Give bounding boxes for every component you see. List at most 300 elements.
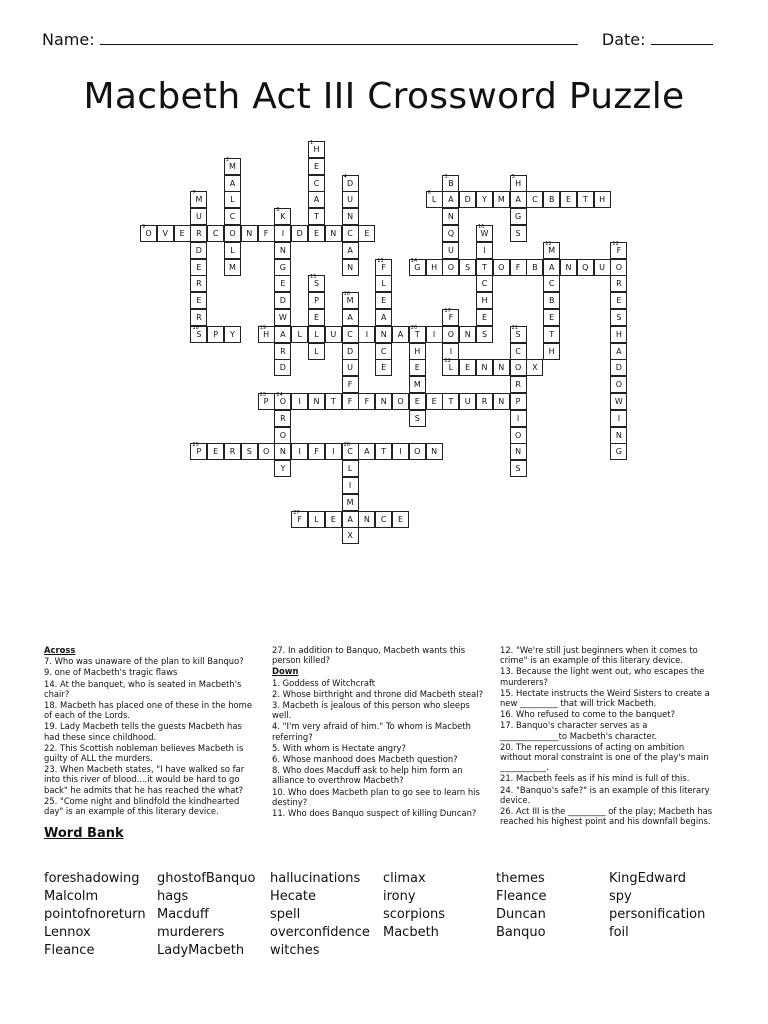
crossword-cell[interactable] <box>308 275 325 292</box>
cell-letter: M <box>346 497 354 507</box>
cell-letter: R <box>280 413 286 423</box>
crossword-cell[interactable] <box>308 343 325 360</box>
crossword-cell[interactable] <box>358 443 375 460</box>
crossword-cell[interactable] <box>610 376 627 393</box>
clue-number: 21 <box>511 324 518 331</box>
crossword-cell[interactable] <box>510 460 527 477</box>
crossword-cell[interactable] <box>426 191 443 208</box>
crossword-cell[interactable] <box>308 326 325 343</box>
crossword-cell[interactable] <box>207 225 224 242</box>
cell-letter: O <box>615 380 623 390</box>
crossword-cell[interactable] <box>510 443 527 460</box>
cell-letter: P <box>314 296 319 306</box>
crossword-cell[interactable] <box>342 376 359 393</box>
cell-letter: O <box>397 397 404 406</box>
cell-letter: C <box>380 346 387 356</box>
crossword-cell[interactable] <box>577 191 594 208</box>
crossword-cell[interactable] <box>224 208 241 225</box>
crossword-cell[interactable] <box>476 309 493 326</box>
crossword-cell[interactable] <box>375 343 392 360</box>
cell-letter: L <box>230 195 235 205</box>
crossword-cell[interactable] <box>392 393 409 410</box>
crossword-cell[interactable] <box>342 527 359 544</box>
crossword-cell[interactable] <box>510 208 527 225</box>
name-field[interactable] <box>100 30 578 45</box>
crossword-cell[interactable] <box>190 208 207 225</box>
clue-number: 15 <box>310 274 317 281</box>
crossword-cell[interactable] <box>342 225 359 242</box>
cell-letter: L <box>314 329 319 339</box>
clue-text: 21. Macbeth feels as if his mind is full of this. <box>500 773 690 784</box>
cell-letter: B <box>548 195 555 205</box>
cell-letter: H <box>263 329 270 339</box>
cell-letter: C <box>481 279 488 289</box>
crossword-cell[interactable] <box>594 259 611 276</box>
crossword-cell[interactable] <box>308 158 325 175</box>
crossword-cell[interactable] <box>476 275 493 292</box>
crossword-cell[interactable] <box>190 242 207 259</box>
crossword-cell[interactable] <box>358 225 375 242</box>
crossword-cell[interactable] <box>526 359 543 376</box>
word-bank-item: KingEdward <box>609 871 687 886</box>
crossword-cell[interactable] <box>308 393 325 410</box>
crossword-cell[interactable] <box>291 225 308 242</box>
cell-letter: U <box>347 363 354 373</box>
cell-letter: R <box>196 313 202 322</box>
crossword-cell[interactable] <box>543 259 560 276</box>
crossword-cell[interactable] <box>409 410 426 427</box>
crossword-cell[interactable] <box>510 427 527 444</box>
crossword-cell[interactable] <box>510 359 527 376</box>
clue-text: 26. Act III is the _________ of the play; Macbeth has reached his highest point and his downfall begins. <box>500 806 713 827</box>
crossword-cell[interactable] <box>610 343 627 360</box>
crossword-cell[interactable] <box>308 309 325 326</box>
crossword-cell[interactable] <box>224 443 241 460</box>
crossword-cell[interactable] <box>375 259 392 276</box>
crossword-cell[interactable] <box>442 242 459 259</box>
clue-text: 11. Who does Banquo suspect of killing Duncan? <box>272 808 477 819</box>
cell-letter: S <box>616 313 622 322</box>
crossword-cell[interactable] <box>459 191 476 208</box>
clue-number: 6 <box>427 190 431 197</box>
crossword-cell[interactable] <box>543 275 560 292</box>
cell-letter: E <box>280 279 286 289</box>
crossword-cell[interactable] <box>510 326 527 343</box>
crossword-cell[interactable] <box>325 443 342 460</box>
crossword-cell[interactable] <box>476 225 493 242</box>
clue-text: 22. This Scottish nobleman believes Macbeth is guilty of ALL the murders. <box>44 742 244 764</box>
cell-letter: T <box>314 212 319 222</box>
crossword-cell[interactable] <box>190 191 207 208</box>
cell-letter: A <box>347 514 353 524</box>
crossword-cell[interactable] <box>342 511 359 528</box>
crossword-cell[interactable] <box>610 427 627 444</box>
crossword-cell[interactable] <box>342 443 359 460</box>
crossword-cell[interactable] <box>342 326 359 343</box>
crossword-cell[interactable] <box>274 225 291 242</box>
crossword-cell[interactable] <box>342 309 359 326</box>
cell-letter: A <box>515 195 521 205</box>
crossword-cell[interactable] <box>291 393 308 410</box>
crossword-cell[interactable] <box>442 225 459 242</box>
crossword-cell[interactable] <box>510 259 527 276</box>
crossword-cell[interactable] <box>610 443 627 460</box>
clue-text: 18. Macbeth has placed one of these in the home of each of the Lords. <box>44 700 252 721</box>
cell-letter: U <box>599 262 606 272</box>
crossword-cell[interactable] <box>342 477 359 494</box>
crossword-cell[interactable] <box>426 326 443 343</box>
crossword-cell[interactable] <box>258 225 275 242</box>
cell-letter: T <box>330 397 336 406</box>
clue-text: 10. Who does Macbeth plan to go see to learn his destiny? <box>272 786 480 807</box>
crossword-cell[interactable] <box>543 242 560 259</box>
cell-letter: E <box>397 514 404 524</box>
crossword-cell[interactable] <box>274 427 291 444</box>
crossword-cell[interactable] <box>442 393 459 410</box>
crossword-cell[interactable] <box>426 443 443 460</box>
cell-letter: E <box>381 363 387 373</box>
cell-letter: O <box>279 430 287 440</box>
word-bank-item: Hecate <box>270 889 316 904</box>
crossword-cell[interactable] <box>375 326 392 343</box>
crossword-cell[interactable] <box>190 292 207 309</box>
crossword-cell[interactable] <box>342 175 359 192</box>
crossword-cell[interactable] <box>190 443 207 460</box>
crossword-cell[interactable] <box>291 511 308 528</box>
crossword-cell[interactable] <box>493 191 510 208</box>
clue-text: 14. At the banquet, who is seated in Macbeth's chair? <box>44 678 242 699</box>
crossword-cell[interactable] <box>493 259 510 276</box>
cell-letter: F <box>381 262 386 272</box>
cell-letter: W <box>480 229 489 238</box>
cell-letter: A <box>448 195 454 205</box>
crossword-cell[interactable] <box>274 460 291 477</box>
crossword-cell[interactable] <box>325 393 342 410</box>
cell-letter: E <box>196 262 202 272</box>
date-field[interactable] <box>651 30 713 45</box>
cell-letter: N <box>565 262 572 272</box>
cell-letter: N <box>279 447 286 457</box>
cell-letter: P <box>196 447 202 457</box>
crossword-cell[interactable] <box>610 326 627 343</box>
cell-letter: T <box>414 329 420 339</box>
clue-text: 25. "Come night and blindfold the kindhearted day" is an example of this literary device. <box>44 795 240 817</box>
crossword-cell[interactable] <box>224 175 241 192</box>
crossword-cell[interactable] <box>409 359 426 376</box>
crossword-cell[interactable] <box>459 359 476 376</box>
crossword-cell[interactable] <box>392 511 409 528</box>
crossword-cell[interactable] <box>325 511 342 528</box>
crossword-cell[interactable] <box>476 259 493 276</box>
crossword-cell[interactable] <box>610 393 627 410</box>
crossword-cell[interactable] <box>610 309 627 326</box>
crossword-cell[interactable] <box>476 359 493 376</box>
crossword-cell[interactable] <box>241 443 258 460</box>
clue-number: 13 <box>377 257 384 264</box>
crossword-cell[interactable] <box>375 309 392 326</box>
crossword-cell[interactable] <box>543 191 560 208</box>
cell-letter: D <box>347 346 354 356</box>
page-title: Macbeth Act III Crossword Puzzle <box>83 76 685 117</box>
crossword-cell[interactable] <box>476 393 493 410</box>
crossword-cell[interactable] <box>308 443 325 460</box>
crossword-cell[interactable] <box>375 359 392 376</box>
cell-letter: U <box>330 329 337 339</box>
crossword-cell[interactable] <box>510 376 527 393</box>
cell-letter: I <box>281 229 285 238</box>
clue-number: 16 <box>343 291 350 298</box>
crossword-cell[interactable] <box>493 393 510 410</box>
crossword-cell[interactable] <box>342 292 359 309</box>
crossword-cell[interactable] <box>274 443 291 460</box>
crossword-cell[interactable] <box>358 326 375 343</box>
crossword-cell[interactable] <box>476 326 493 343</box>
word-bank-item: Fleance <box>44 943 95 958</box>
crossword-cell[interactable] <box>560 191 577 208</box>
crossword-cell[interactable] <box>241 225 258 242</box>
crossword-cell[interactable] <box>325 225 342 242</box>
crossword-cell[interactable] <box>274 309 291 326</box>
crossword-cell[interactable] <box>493 359 510 376</box>
crossword-cell[interactable] <box>308 292 325 309</box>
crossword-cell[interactable] <box>342 242 359 259</box>
cell-letter: O <box>279 397 287 406</box>
crossword-cell[interactable] <box>274 326 291 343</box>
cell-letter: B <box>448 178 454 188</box>
crossword-cell[interactable] <box>543 292 560 309</box>
clue-number: 18 <box>192 324 199 331</box>
crossword-cell[interactable] <box>476 191 493 208</box>
cell-letter: S <box>196 329 202 339</box>
clue-number: 5 <box>511 173 515 180</box>
crossword-cell[interactable] <box>291 326 308 343</box>
cell-letter: F <box>347 397 353 406</box>
crossword-cell[interactable] <box>258 443 275 460</box>
crossword-cell[interactable] <box>274 359 291 376</box>
crossword-cell[interactable] <box>610 410 627 427</box>
cell-letter: A <box>313 195 320 205</box>
cell-letter: I <box>399 447 402 457</box>
crossword-cell[interactable] <box>342 460 359 477</box>
crossword-cell[interactable] <box>510 225 527 242</box>
crossword-cell[interactable] <box>442 326 459 343</box>
crossword-cell[interactable] <box>392 443 409 460</box>
crossword-cell[interactable] <box>459 259 476 276</box>
cell-letter: T <box>482 262 487 272</box>
cell-letter: N <box>498 363 505 373</box>
crossword-cell[interactable] <box>224 158 241 175</box>
crossword-cell[interactable] <box>610 359 627 376</box>
crossword-cell[interactable] <box>442 175 459 192</box>
crossword-cell[interactable] <box>409 376 426 393</box>
cell-letter: E <box>330 514 336 524</box>
crossword-cell[interactable] <box>375 511 392 528</box>
cell-letter: S <box>515 229 521 238</box>
crossword-cell[interactable] <box>342 191 359 208</box>
cell-letter: T <box>448 397 454 406</box>
crossword-cell[interactable] <box>342 494 359 511</box>
cell-letter: A <box>347 313 353 322</box>
crossword-cell[interactable] <box>274 208 291 225</box>
crossword-cell[interactable] <box>190 326 207 343</box>
crossword-cell[interactable] <box>274 275 291 292</box>
crossword-cell[interactable] <box>459 393 476 410</box>
crossword-cell[interactable] <box>274 393 291 410</box>
cell-letter: N <box>431 447 438 457</box>
cell-letter: L <box>297 329 302 339</box>
cell-letter: M <box>195 195 203 205</box>
crossword-cell[interactable] <box>258 326 275 343</box>
cell-letter: O <box>262 447 270 457</box>
crossword-cell[interactable] <box>375 393 392 410</box>
crossword-cell[interactable] <box>426 393 443 410</box>
cell-letter: K <box>280 212 286 222</box>
cell-letter: H <box>615 329 622 339</box>
clue-text: 5. With whom is Hectate angry? <box>272 742 406 753</box>
clue-text: 3. Macbeth is jealous of this person who sleeps well. <box>272 700 470 721</box>
crossword-cell[interactable] <box>510 343 527 360</box>
cell-letter: E <box>549 313 555 322</box>
crossword-cell[interactable] <box>442 309 459 326</box>
crossword-cell[interactable] <box>342 208 359 225</box>
crossword-cell[interactable] <box>442 259 459 276</box>
cell-letter: N <box>313 397 320 406</box>
crossword-cell[interactable] <box>274 259 291 276</box>
crossword-cell[interactable] <box>510 191 527 208</box>
cell-letter: E <box>565 195 572 205</box>
crossword-cell[interactable] <box>510 410 527 427</box>
crossword-cell[interactable] <box>392 326 409 343</box>
clue-text: 16. Who refused to come to the banquet? <box>500 709 676 720</box>
crossword-cell[interactable] <box>308 175 325 192</box>
cell-letter: B <box>532 262 538 272</box>
crossword-cell[interactable] <box>476 242 493 259</box>
crossword-cell[interactable] <box>426 259 443 276</box>
cell-letter: F <box>616 245 622 255</box>
crossword-cell[interactable] <box>308 208 325 225</box>
word-bank-item: ghostofBanquo <box>157 871 256 886</box>
crossword-cell[interactable] <box>291 443 308 460</box>
crossword-cell[interactable] <box>308 141 325 158</box>
crossword-cell[interactable] <box>224 225 241 242</box>
crossword-cell[interactable] <box>442 191 459 208</box>
crossword-cell[interactable] <box>375 275 392 292</box>
cell-letter: O <box>447 329 455 339</box>
crossword-cell[interactable] <box>224 259 241 276</box>
clues-column-3 <box>500 645 716 827</box>
crossword-cell[interactable] <box>224 242 241 259</box>
cell-letter: H <box>481 296 488 306</box>
crossword-cell[interactable] <box>594 191 611 208</box>
crossword-cell[interactable] <box>274 292 291 309</box>
crossword-cell[interactable] <box>358 393 375 410</box>
crossword-cell[interactable] <box>274 410 291 427</box>
crossword-cell[interactable] <box>610 292 627 309</box>
crossword-cell[interactable] <box>308 191 325 208</box>
crossword-cell[interactable] <box>442 359 459 376</box>
crossword-cell[interactable] <box>308 511 325 528</box>
clue-section-heading: Down <box>272 666 299 677</box>
crossword-cell[interactable] <box>274 242 291 259</box>
crossword-cell[interactable] <box>190 275 207 292</box>
crossword-cell[interactable] <box>610 259 627 276</box>
cell-letter: F <box>297 514 302 524</box>
cell-letter: I <box>449 346 453 356</box>
cell-letter: O <box>145 229 152 238</box>
crossword-cell[interactable] <box>190 225 207 242</box>
crossword-cell[interactable] <box>207 443 224 460</box>
crossword-cell[interactable] <box>510 175 527 192</box>
cell-letter: N <box>330 229 337 238</box>
crossword-cell[interactable] <box>325 326 342 343</box>
clue-number: 12 <box>612 240 619 247</box>
clue-text: 23. When Macbeth states, "I have walked so far into this river of blood....it would be hard to go back" he admits that he has reached the what? <box>44 764 245 795</box>
crossword-cell[interactable] <box>258 393 275 410</box>
crossword-cell[interactable] <box>190 259 207 276</box>
crossword-cell[interactable] <box>526 259 543 276</box>
crossword-cell[interactable] <box>358 511 375 528</box>
cell-letter: F <box>347 380 353 390</box>
crossword-cell[interactable] <box>224 191 241 208</box>
crossword-cell[interactable] <box>543 343 560 360</box>
crossword-cell[interactable] <box>224 326 241 343</box>
crossword-cell[interactable] <box>526 191 543 208</box>
crossword-cell[interactable] <box>610 275 627 292</box>
crossword-cell[interactable] <box>442 208 459 225</box>
cell-letter: X <box>532 363 538 373</box>
crossword-cell[interactable] <box>342 343 359 360</box>
name-date-line <box>42 30 702 49</box>
crossword-cell[interactable] <box>274 343 291 360</box>
cell-letter: M <box>346 296 354 306</box>
crossword-cell[interactable] <box>543 309 560 326</box>
cell-letter: T <box>582 195 588 205</box>
cell-letter: D <box>296 229 303 238</box>
crossword-cell[interactable] <box>342 359 359 376</box>
cell-letter: G <box>279 262 286 272</box>
crossword-cell[interactable] <box>375 292 392 309</box>
crossword-cell[interactable] <box>476 292 493 309</box>
crossword-cell[interactable] <box>459 326 476 343</box>
crossword-cell[interactable] <box>409 443 426 460</box>
clue-number: 22 <box>444 358 451 365</box>
crossword-cell[interactable] <box>375 443 392 460</box>
cell-letter: A <box>364 447 370 457</box>
crossword-cell[interactable] <box>510 393 527 410</box>
crossword-cell[interactable] <box>409 393 426 410</box>
crossword-cell[interactable] <box>207 326 224 343</box>
clue-number: 24 <box>276 392 283 398</box>
crossword-cell[interactable] <box>409 259 426 276</box>
crossword-cell[interactable] <box>560 259 577 276</box>
crossword-cell[interactable] <box>342 393 359 410</box>
crossword-cell[interactable] <box>157 225 174 242</box>
crossword-cell[interactable] <box>610 242 627 259</box>
cell-letter: E <box>179 229 185 238</box>
crossword-cell[interactable] <box>409 326 426 343</box>
crossword-cell[interactable] <box>543 326 560 343</box>
crossword-cell[interactable] <box>174 225 191 242</box>
cell-letter: F <box>314 447 319 457</box>
cell-letter: O <box>498 262 505 272</box>
crossword-cell[interactable] <box>409 343 426 360</box>
cell-letter: N <box>515 447 522 457</box>
crossword-cell[interactable] <box>577 259 594 276</box>
crossword-cell[interactable] <box>342 259 359 276</box>
crossword-cell[interactable] <box>140 225 157 242</box>
clue-number: 7 <box>192 190 196 197</box>
crossword-cell[interactable] <box>308 225 325 242</box>
